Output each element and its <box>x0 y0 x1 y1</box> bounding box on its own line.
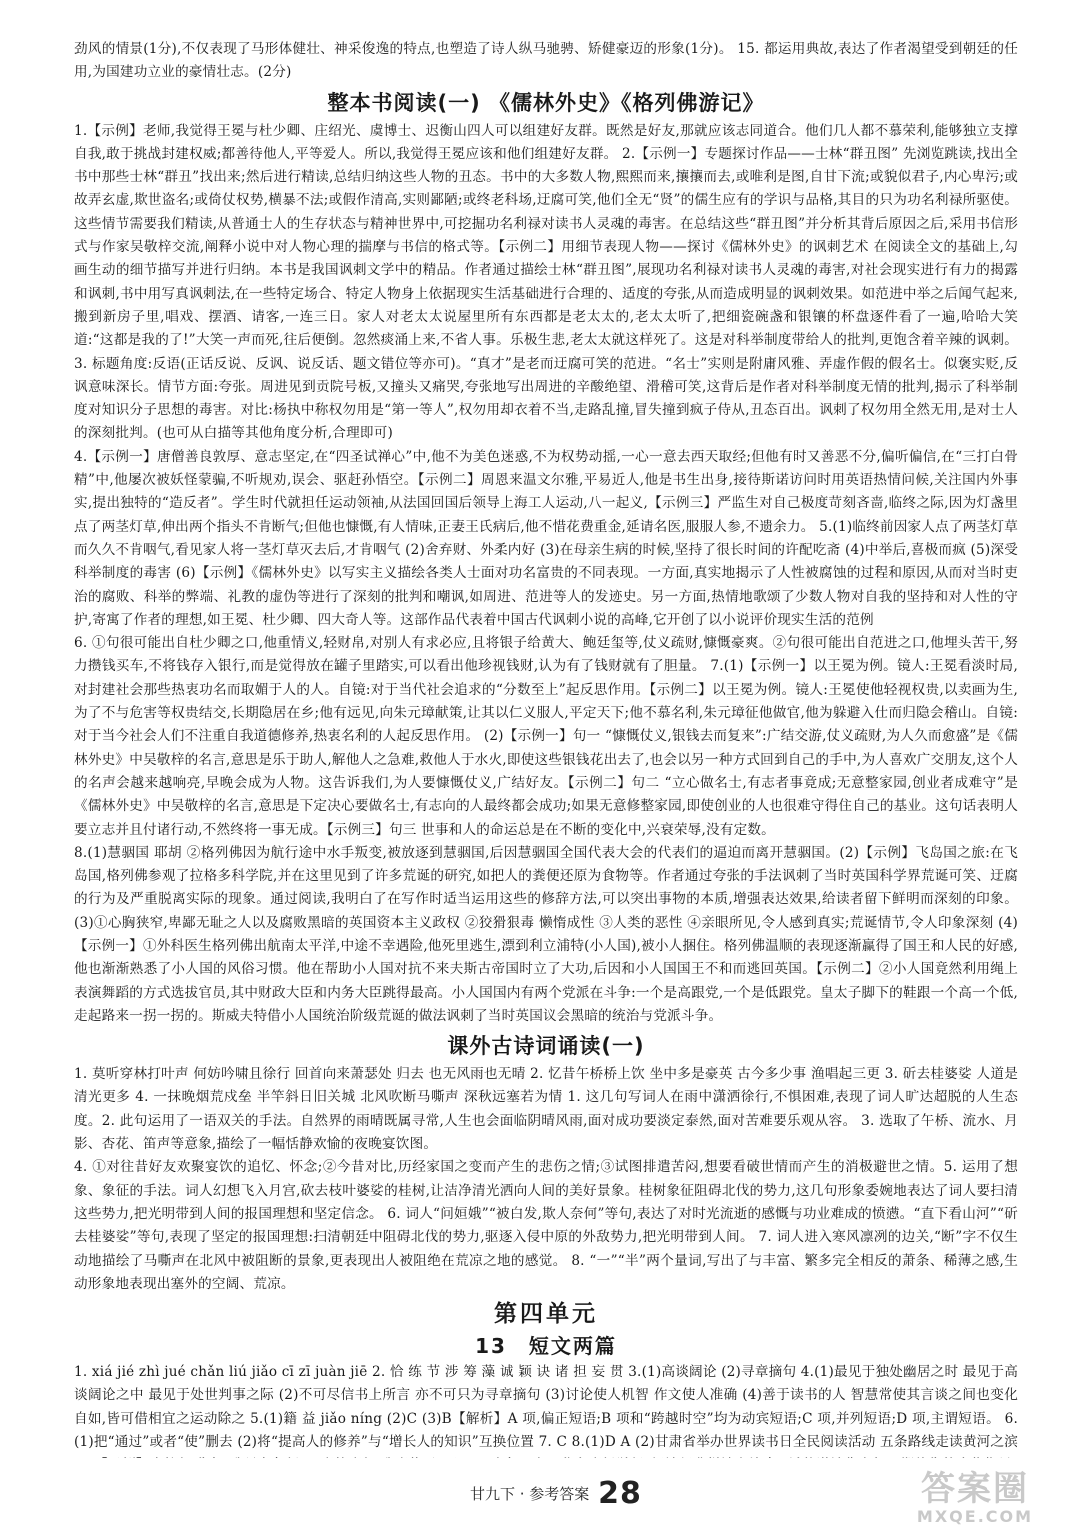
footer-label: 甘九下 · 参考答案 <box>470 1485 590 1503</box>
answer-paragraph-intro: 劲风的情景(1分),不仅表现了马形体健壮、神采俊逸的特点,也塑造了诗人纵马驰骋、矫健豪迈的形象(1分)。 15. 都运用典故,表达了作者渴望受到朝廷的任用,为国建功立业的豪情壮志。(2分) <box>74 41 1018 81</box>
watermark-url-text: MXQE.COM <box>916 1507 1034 1526</box>
page-number: 28 <box>598 1476 642 1511</box>
answer-paragraph-gulliver: 8.(1)慧骃国 耶胡 ②格列佛因为航行途中水手叛变,被放逐到慧骃国,后因慧骃国全国代表大会的代表们的逼迫而离开慧骃国。(2)【示例】飞岛国之旅:在飞岛国,格列佛参观了拉格多科学院,并在这里见到了许多荒诞的研究,如把人的粪便还原为食物等。作者通过夸张的手法讽刺了当时英国科学界荒诞可笑、迂腐的行为及严重脱离实际的现象。通过阅读,我明白了在写作时适当运用这些的修辞方法,可以突出事物的本质,增强表达效果,给读者留下鲜明而深刻的印象。 (3)①心胸狭窄,卑鄙无耻之人以及腐败黑暗的英国资本主义政权 ②狡猾狠毒 懒惰成性 ③人类的恶性 ④亲眼所见,令人感到真实;荒诞情节,令人印象深刻 (4)【示例一】①外科医生格列佛出航南太平洋,中途不幸遇险,他死里逃生,漂到利立浦特(小人国),被小人捆住。格列佛温顺的表现逐渐赢得了国王和人民的好感,他也渐渐熟悉了小人国的风俗习惯。他在帮助小人国对抗不来夫斯古帝国时立了大功,后因和小人国国王不和而逃回英国。【示例二】②小人国竟然利用绳上表演舞蹈的方式选拔官员,其中财政大臣和内务大臣跳得最高。小人国国内有两个党派在斗争:一个是高跟党,一个是低跟党。皇太子脚下的鞋跟一个高一个低,走起路来一拐一拐的。斯威夫特借小人国统治阶级荒诞的做法讽刺了当时英国议会黑暗的统治与党派斗争。 <box>74 844 1018 1024</box>
section-heading-book-reading: 整本书阅读(一) 《儒林外史》《格列佛游记》 <box>327 90 765 115</box>
answer-paragraph-lesson-13: 1. xiá jié zhì jué chǎn liú jiǎo cī zī juàn jiē 2. 恰 练 节 涉 筹 藻 诚 颖 诀 诸 担 妄 贯 3.(1)高谈阔论 (2)寻章摘句 4.(1)最见于独处幽居之时 最见于高谈阔论之中 最见于处世判事之际 (2)不可尽信书上所言 亦不可只为寻章摘句 (3)讨论使人机智 作文使人准确 (4)善于读书的人 智慧常使其言谈之间也变化自如,皆可借相宜之运动除之 5.(1)籍 益 jiǎo níng (2)C (3)B【解析】A 项,偏正短语;B 项和“跨越时空”均为动宾短语;C 项,并列短语;D 项,主谓短语。 6.(1)把“通过”或者“使”删去 (2)将“提高人的修养”与“增长人的知识”互换位置 7. C 8.(1)D A (2)甘肃省举办世界读书日全民阅读活动 五条路线走读黄河之滨 <box>74 1364 1018 1451</box>
answer-paragraph-rulin-3: 6. ①句很可能出自杜少卿之口,他重情义,轻财帛,对别人有求必应,且将银子给黄大、鲍廷玺等,仗义疏财,慷慨豪爽。②句很可能出自范进之口,他埋头苦干,努力攒钱买车,不将钱存入银行,而是觉得放在罐子里踏实,可以看出他珍视钱财,认为有了钱财就有了胆量。 7.(1)【示例一】以王冕为例。镜人:王冕看淡时局,对封建社会那些热衷功名而取媚于人的人。自镜:对于当代社会追求的“分数至上”起反思作用。【示例二】以王冕为例。镜人:王冕使他轻视权贵,以卖画为生,为了不与危害等权贵结交,长期隐居在乡;他有远见,向朱元璋献策,让其以仁义服人,平定天下;他不慕名利,朱元璋征他做官,他为躲避入仕而归隐会稽山。自镜:对于当今社会人们不注重自我道德修养,热衷名利的人起反思作用。 (2)【示例一】句一 “慷慨仗义,银钱去而复来”:广结交游,仗义疏财,为人久而愈盛”是《儒林外史》中吴敬梓的名言,意思是乐于助人,解他人之急难,救他人于水火,即使这些银钱花出去了,也会以另一种方式回到自己的手中,为人喜欢广交朋友,这个人的名声会越来越响亮,早晚会成为人物。这告诉我们,为人要慷慨仗义,广结好友。【示例二】句二 “立心做名士,有志者事竟成;无意整家园,创业者成难守”是《儒林外史》中吴敬梓的名言,意思是下定决心要做名士,有志向的人最终都会成功;如果无意修整家园,即使创业的人也很难守得住自己的基业。这句话表明人要立志并且付诸行动,不然终将一事无成。【示例三】句三 世事和人的命运总是在不断的变化中,兴衰荣辱,没有定数。 <box>74 635 1018 838</box>
lesson-title: 短文两篇 <box>528 1334 617 1359</box>
site-watermark-logo <box>880 1470 1070 1530</box>
answer-paragraph-rulin-1: 1.【示例】老师,我觉得王冕与杜少卿、庄绍光、虞博士、迟衡山四人可以组建好友群。既然是好友,那就应该志同道合。他们几人都不慕荣利,能够独立支撑自我,敢于挑战封建权威;都善待他人,平等爱人。所以,我觉得王冕应该和他们组建好友群。 2.【示例一】专题探讨作品——士林“群丑图” 先浏览跳读,找出全书中那些士林“群丑”找出来;然后进行精读,总结归纳这些人物的丑态。书中的大多数人物,熙熙而来,攘攘而去,或唯利是图,自甘下流;或貌似君子,内心卑污;或故弄玄虚,欺世盗名;或倚仗权势,横暴不法;或假作清高,实则鄙陋;或终老科场,迂腐可笑,他们全无“贤”的儒生应有的学识与品格,其目的只为功名利禄所驱使。这些情节需要我们精读,从普通士人的生存状态与精神世界中,可挖掘功名利禄对读书人灵魂的毒害。在总结这些“群丑图”并分析其背后原因之后,采用书信形式与作家吴敬梓交流,阐释小说中对人物心理的揣摩与书信的格式等。【示例二】用细节表现人物——探讨《儒林外史》的讽刺艺术 在阅读全文的基础上,勾画生动的细节描写并进行归纳。本书是我国讽刺文学中的精品。作者通过描绘士林“群丑图”,展现功名利禄对读书人灵魂的毒害,对社会现实进行有力的揭露和讽刺,书中用写真讽刺法,在一些特定场合、特定人物身上依据现实生活基础进行合理的、适度的夸张,从而造成明显的讽刺效果。如范进中举之后闻气起来,搬到新房子里,唱戏、摆酒、请客,一连三日。家人对老太太说屋里所有东西都是老太太的,老太太听了,把细瓷碗盏和银镶的杯盘逐件看了一遍,哈哈大笑道:“这都是我的了!”大笑一声而死,往后便倒。忽然痰涌上来,不省人事。乐极生悲,老太太就这样死了。这是对科举制度带给人的批判,更饱含着辛辣的讽刺。 3. 标题角度:反语(正话反说、反讽、说反话、题文错位等亦可)。“真才”是老而迂腐可笑的范进。“名士”实则是附庸风雅、弄虚作假的假名士。似褒实贬,反讽意味深长。情节方面:夸张。周进见到贡院号板,又撞头又痛哭,夸张地写出周进的辛酸绝望、滑稽可笑,这背后是作者对科举制度无情的批判,揭示了科举制度对知识分子思想的毒害。对比:杨执中称权勿用是“第一等人”,权勿用却衣着不当,走路乱撞,冒失撞到疯子侍从,丑态百出。讽刺了权勿用全然无用,是对士人的深刻批判。(也可从白描等其他角度分析,合理即可) <box>74 122 1018 442</box>
answer-paragraph-rulin-2: 4.【示例一】唐僧善良敦厚、意志坚定,在“四圣试禅心”中,他不为美色迷惑,不为权势动摇,一心一意去西天取经;但他有时又善恶不分,偏听偏信,在“三打白骨精”中,他屡次被妖怪蒙骗,不听规劝,误会、驱赶孙悟空。【示例二】周恩来温文尔雅,平易近人,他是书生出身,接待斯诺访问时用英语热情问候,关注国内外事实,提出独特的“造反者”。学生时代就担任运动领袖,从法国回国后领导上海工人运动,八一起义,【示例三】严监生对自己极度苛刻吝啬,临终之际,因为灯盏里点了两茎灯草,伸出两个指头不肯断气;但他也慷慨,有人情味,正妻王氏病后,他不惜花费重金,延请名医,服服人参,不遗余力。 5.(1)临终前因家人点了两茎灯草而久久不肯咽气,看见家人将一茎灯草灭去后,才肯咽气 (2)舍弃财、外柔内好 (3)在母亲生病的时候,坚持了很长时间的许配吃斋 (4)中举后,喜极而疯 (5)深受科举制度的毒害 (6)【示例】《儒林外史》以写实主义描绘各类人士面对功名富贵的不同表现。一方面,真实地揭示了人性被腐蚀的过程和原因,从而对当时吏治的腐败、科举的弊端、礼教的虚伪等进行了深刻的批判和嘲讽,如周进、范进等人的发迹史。另一方面,热情地歌颂了少数人物对自我的坚持和对人性的守护,寄寓了作者的理想,如王冕、杜少卿、四大奇人等。这部作品代表着中国古代讽刺小说的高峰,它开创了以小说评价现实生活的范例 <box>74 448 1018 628</box>
lesson-heading <box>74 1332 1018 1360</box>
answer-paragraph-poetry-1: 1. 莫听穿林打叶声 何妨吟啸且徐行 回首向来萧瑟处 归去 也无风雨也无晴 2. 忆昔午桥桥上饮 坐中多是豪英 古今多少事 渔唱起三更 3. 斫去桂婆娑 人道是 清光更多 4. 一抹晚烟荒戍垒 半竿斜日旧关城 北风吹断马嘶声 深秋远塞若为情 1. 这几句写词人在雨中潇洒徐行,不惧困难,表现了词人旷达超脱的人生态度。2. 此句运用了一语双关的手法。自然界的雨晴既属寻常,人生也会面临阴晴风雨,面对成功要淡定泰然,面对苦难要乐观从容。 3. 选取了午桥、流水、月影、杏花、笛声等意象,描绘了一幅恬静欢愉的夜晚宴饮图。 <box>74 1066 1018 1153</box>
answer-page <box>74 38 1018 1458</box>
section-heading-poetry: 课外古诗词诵读(一) <box>447 1034 645 1059</box>
page-footer <box>470 1476 642 1511</box>
lesson-number: 13 <box>475 1334 507 1359</box>
unit-heading: 第四单元 <box>494 1301 598 1328</box>
watermark-main-text: 答案圈 <box>921 1469 1029 1509</box>
answer-paragraph-poetry-2: 4. ①对往昔好友欢聚宴饮的追忆、怀念;②今昔对比,历经家国之变而产生的悲伤之情;③试图排遣苦闷,想要看破世情而产生的消极避世之情。5. 运用了想象、象征的手法。词人幻想飞入月宫,砍去枝叶婆娑的桂树,让洁净清光洒向人间的美好景象。桂树象征阻碍北伐的势力,这几句形象委婉地表达了词人要扫清这些势力,把光明带到人间的报国理想和坚定信念。 6. 词人“问姮娥”“被白发,欺人奈何”等句,表达了对时光流逝的感慨与功业难成的愤懑。“直下看山河”“斫去桂婆娑”等句,表现了坚定的报国理想:扫清朝廷中阻碍北伐的势力,驱逐入侵中原的外敌势力,把光明带到人间。 7. 词人进入寒风凛冽的边关,“断”字不仅生动地描绘了马嘶声在北风中被阻断的景象,更表现出人被阻绝在荒凉之地的感觉。 8. “一”“半”两个量词,写出了与丰富、繁多完全相反的萧条、稀薄之感,生动形象地表现出塞外的空阔、荒凉。 <box>74 1159 1018 1292</box>
